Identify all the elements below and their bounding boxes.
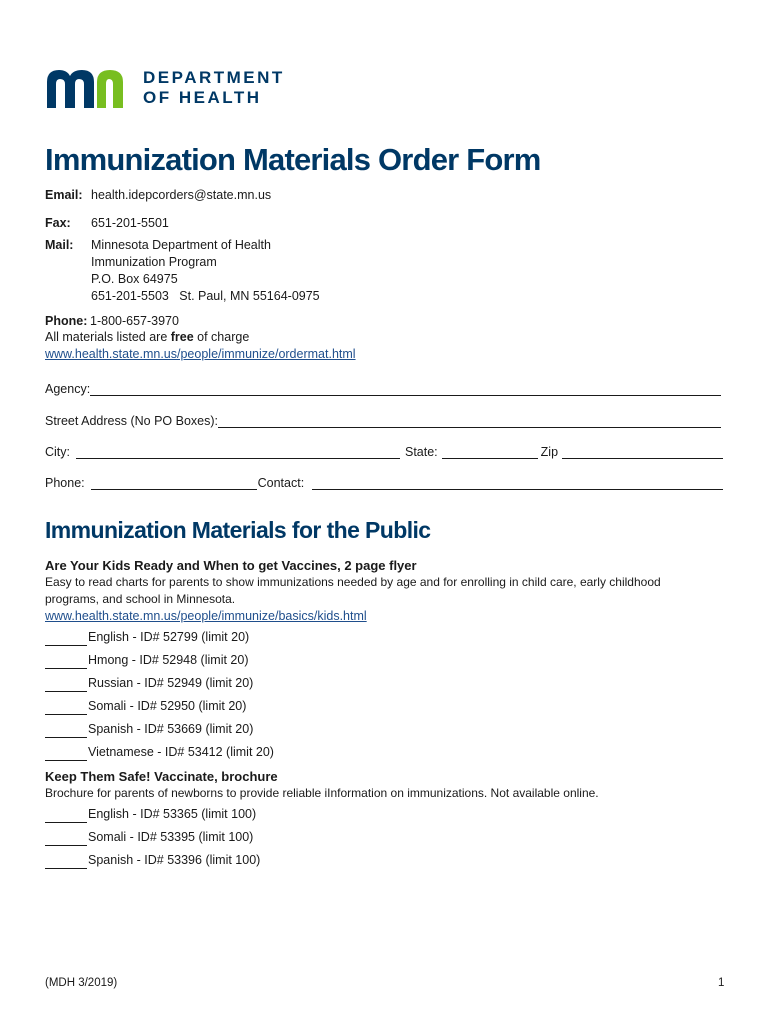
phone-contact-row [45, 472, 723, 490]
agency-row [45, 378, 723, 396]
quantity-field[interactable] [45, 633, 87, 646]
contact-field[interactable] [312, 476, 723, 490]
order-item [45, 738, 725, 761]
mail-line: P.O. Box 64975 [91, 272, 178, 286]
quantity-field[interactable] [45, 748, 87, 761]
order-materials-link[interactable]: www.health.state.mn.us/people/immunize/ordermat.html [45, 347, 356, 361]
fax-label: Fax: [45, 216, 71, 230]
free-suffix: of charge [193, 330, 250, 344]
state-label: State: [405, 445, 438, 459]
free-notice [45, 329, 356, 363]
page-number: 1 [718, 977, 725, 989]
order-item [45, 800, 725, 823]
contact-label: Contact: [257, 476, 305, 490]
item-label: English - ID# 52799 (limit 20) [88, 630, 250, 644]
order-item [45, 823, 725, 846]
item-label: English - ID# 53365 (limit 100) [88, 807, 257, 821]
order-item [45, 715, 725, 738]
section-title: Immunization Materials for the Public [45, 517, 431, 543]
product-description: Brochure for parents of newborns to provide reliable iInformation on immunizations. Not available online. [45, 786, 599, 800]
quantity-field[interactable] [45, 725, 87, 738]
quantity-field[interactable] [45, 656, 87, 669]
order-item [45, 623, 725, 646]
item-label: Somali - ID# 52950 (limit 20) [88, 699, 247, 713]
phone-label: Phone: [45, 314, 88, 328]
product-keep-them-safe [45, 768, 725, 869]
order-item [45, 846, 725, 869]
order-item [45, 669, 725, 692]
zip-field[interactable] [562, 445, 723, 459]
product-title: Keep Them Safe! Vaccinate, brochure [45, 769, 278, 784]
street-label: Street Address (No PO Boxes): [45, 414, 218, 428]
free-word: free [170, 330, 194, 344]
fax-value: 651-201-5501 [91, 216, 169, 230]
form-phone-label: Phone: [45, 476, 85, 490]
order-item [45, 646, 725, 669]
mail-line: 651-201-5503 St. Paul, MN 55164-0975 [91, 289, 320, 303]
mn-logo-icon [45, 68, 131, 108]
city-field[interactable] [76, 445, 400, 459]
order-item [45, 692, 725, 715]
item-label: Vietnamese - ID# 53412 (limit 20) [88, 745, 274, 759]
email-label: Email: [45, 188, 83, 202]
item-label: Hmong - ID# 52948 (limit 20) [88, 653, 249, 667]
quantity-field[interactable] [45, 702, 87, 715]
mail-address [91, 237, 320, 313]
street-row [45, 410, 723, 428]
zip-label: Zip [540, 445, 559, 459]
quantity-field[interactable] [45, 679, 87, 692]
item-label: Somali - ID# 53395 (limit 100) [88, 830, 254, 844]
item-label: Russian - ID# 52949 (limit 20) [88, 676, 254, 690]
city-state-zip-row [45, 441, 723, 459]
page-title: Immunization Materials Order Form [45, 142, 541, 177]
quantity-field[interactable] [45, 833, 87, 846]
phone-field[interactable] [91, 476, 257, 490]
state-field[interactable] [442, 445, 538, 459]
product-kids-ready [45, 557, 725, 761]
mail-line: Minnesota Department of Health [91, 238, 271, 252]
quantity-field[interactable] [45, 810, 87, 823]
logo-line-2: OF HEALTH [143, 88, 262, 107]
logo-line-1: DEPARTMENT [143, 68, 285, 87]
item-label: Spanish - ID# 53669 (limit 20) [88, 722, 254, 736]
street-field[interactable] [218, 414, 721, 428]
agency-label: Agency: [45, 382, 91, 396]
mail-label: Mail: [45, 238, 74, 252]
product-description: programs, and school in Minnesota. [45, 592, 236, 606]
email-value[interactable]: health.idepcorders@state.mn.us [91, 188, 272, 202]
agency-field[interactable] [90, 382, 721, 396]
city-label: City: [45, 445, 70, 459]
contact-info [45, 187, 320, 330]
free-prefix: All materials listed are [45, 330, 171, 344]
item-label: Spanish - ID# 53396 (limit 100) [88, 853, 261, 867]
product-title: Are Your Kids Ready and When to get Vaccines, 2 page flyer [45, 558, 417, 573]
mail-line: Immunization Program [91, 255, 217, 269]
product-description: Easy to read charts for parents to show immunizations needed by age and for enrolling in child care, early childhood [45, 575, 661, 589]
footer-revision: (MDH 3/2019) [45, 977, 118, 989]
kids-ready-link[interactable]: www.health.state.mn.us/people/immunize/basics/kids.html [45, 609, 367, 623]
quantity-field[interactable] [45, 856, 87, 869]
phone-value: 1-800-657-3970 [90, 314, 179, 328]
mdh-logo [45, 68, 285, 108]
